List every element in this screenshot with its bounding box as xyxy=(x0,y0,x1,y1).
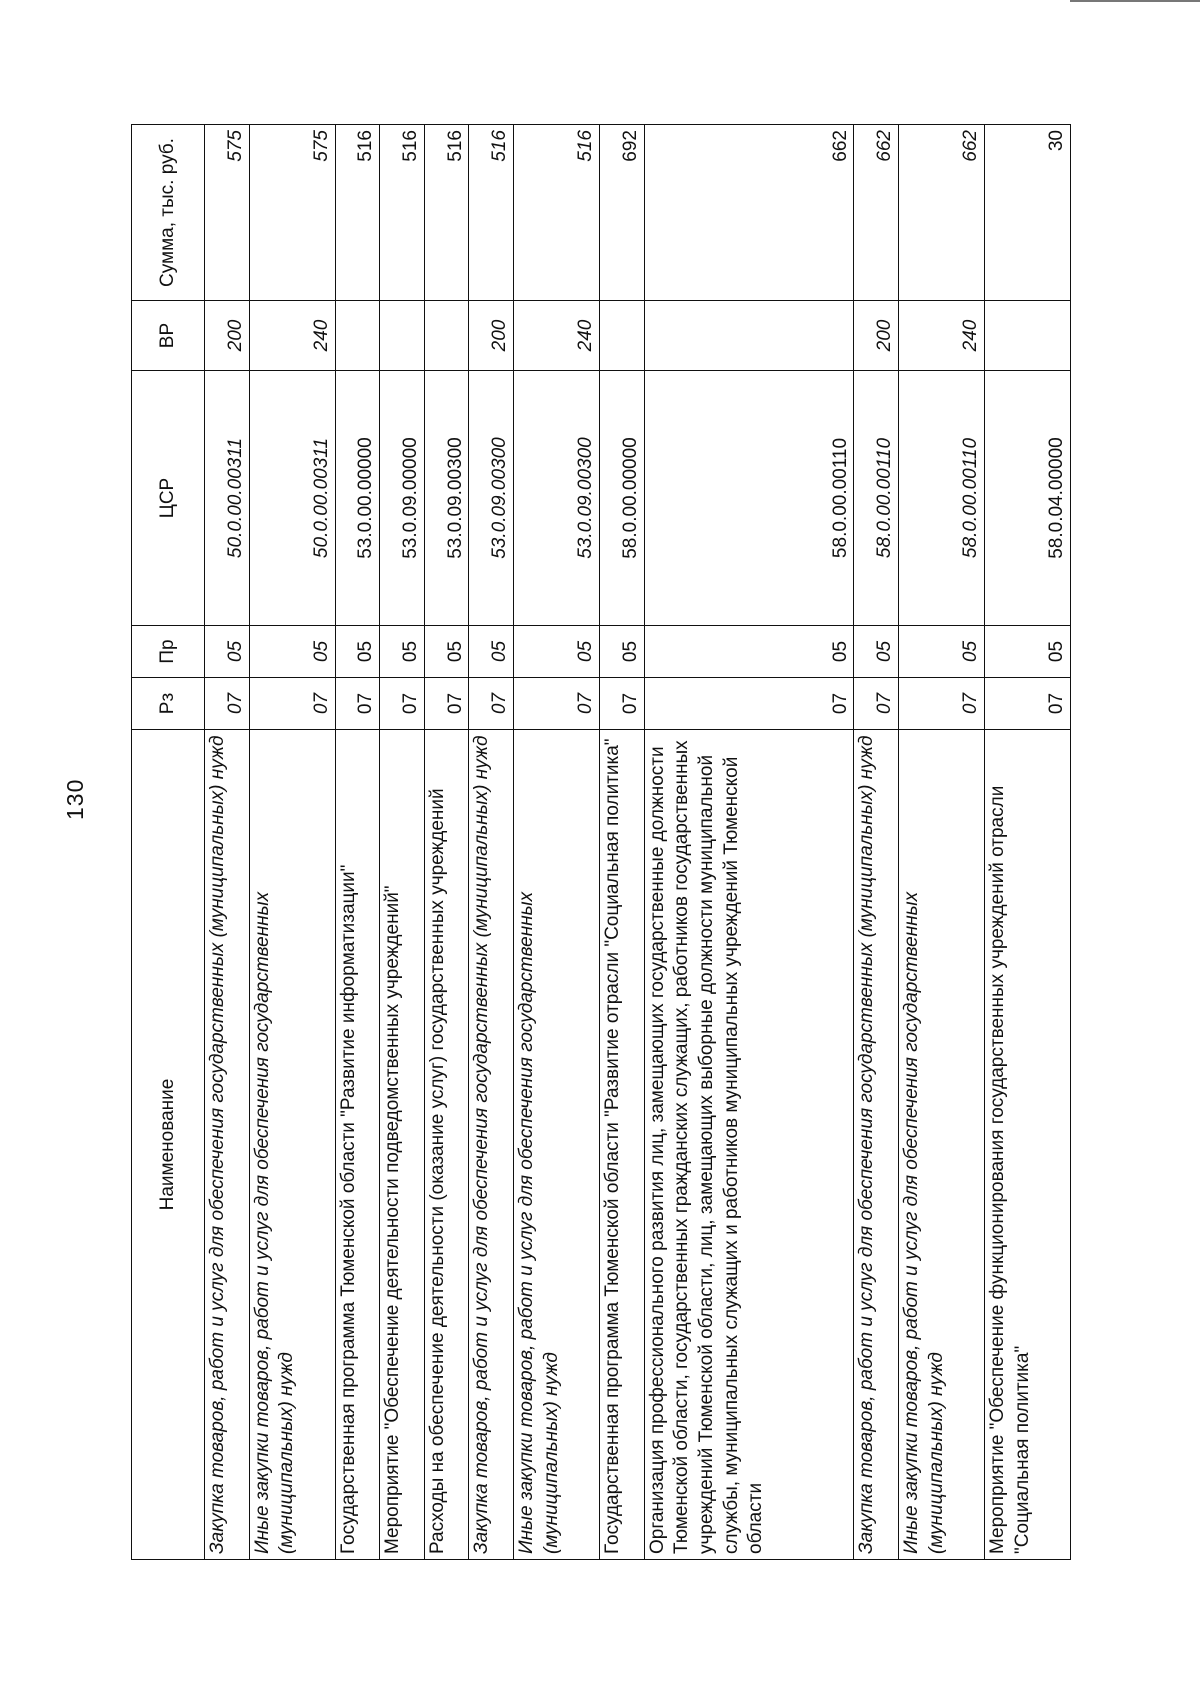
page-number: 130 xyxy=(62,778,88,820)
cell-vr: 200 xyxy=(205,301,250,371)
cell-sum: 516 xyxy=(514,125,600,301)
cell-sum: 662 xyxy=(854,125,899,301)
cell-pr: 05 xyxy=(984,626,1070,678)
cell-pr: 05 xyxy=(854,626,899,678)
cell-vr xyxy=(644,301,854,371)
cell-name: Закупка товаров, работ и услуг для обеспечения государственных (муниципальных) нужд xyxy=(854,730,899,1560)
table-row xyxy=(984,125,1070,1560)
cell-pr: 05 xyxy=(899,626,985,678)
cell-csr: 53.0.09.00300 xyxy=(469,371,514,626)
cell-rz: 07 xyxy=(469,678,514,730)
table-row xyxy=(424,125,469,1560)
cell-sum: 516 xyxy=(469,125,514,301)
cell-rz: 07 xyxy=(424,678,469,730)
header-vr: ВР xyxy=(132,301,205,371)
cell-pr: 05 xyxy=(514,626,600,678)
cell-sum: 575 xyxy=(205,125,250,301)
cell-sum: 30 xyxy=(984,125,1070,301)
cell-vr: 240 xyxy=(514,301,600,371)
header-rz: Рз xyxy=(132,678,205,730)
cell-rz: 07 xyxy=(335,678,380,730)
budget-table xyxy=(131,124,1071,1560)
header-sum: Сумма, тыс. руб. xyxy=(132,125,205,301)
cell-rz: 07 xyxy=(249,678,335,730)
scan-edge-line xyxy=(1070,0,1200,2)
cell-name: Мероприятие "Обеспечение деятельности подведомственных учреждений" xyxy=(380,730,425,1560)
cell-rz: 07 xyxy=(380,678,425,730)
cell-pr: 05 xyxy=(469,626,514,678)
cell-sum: 662 xyxy=(644,125,854,301)
cell-vr: 240 xyxy=(249,301,335,371)
cell-csr: 58.0.00.00110 xyxy=(644,371,854,626)
table-row xyxy=(469,125,514,1560)
cell-csr: 58.0.00.00110 xyxy=(854,371,899,626)
cell-sum: 516 xyxy=(424,125,469,301)
table-row xyxy=(854,125,899,1560)
cell-pr: 05 xyxy=(380,626,425,678)
cell-csr: 58.0.00.00110 xyxy=(899,371,985,626)
cell-rz: 07 xyxy=(854,678,899,730)
cell-sum: 516 xyxy=(335,125,380,301)
cell-csr: 53.0.09.00300 xyxy=(424,371,469,626)
cell-sum: 575 xyxy=(249,125,335,301)
cell-name: Организация профессионального развития лиц, замещающих государственные должности Тюменской области, государственных гражданских служащих, работников государственных учреждений Тюменской области, лиц, замещающих выборные должности муниципальной службы, муниципальных служащих и работников муниципальных учреждений Тюменской области xyxy=(644,730,854,1560)
rotated-table-container xyxy=(131,125,1071,1560)
table-row xyxy=(335,125,380,1560)
table-row xyxy=(644,125,854,1560)
cell-rz: 07 xyxy=(205,678,250,730)
cell-rz: 07 xyxy=(599,678,644,730)
cell-vr: 200 xyxy=(854,301,899,371)
cell-vr xyxy=(424,301,469,371)
table-header-row xyxy=(132,125,205,1560)
cell-name: Закупка товаров, работ и услуг для обеспечения государственных (муниципальных) нужд xyxy=(469,730,514,1560)
cell-sum: 662 xyxy=(899,125,985,301)
cell-vr xyxy=(335,301,380,371)
table-row xyxy=(514,125,600,1560)
cell-csr: 50.0.00.00311 xyxy=(249,371,335,626)
cell-rz: 07 xyxy=(984,678,1070,730)
cell-csr: 53.0.09.00300 xyxy=(514,371,600,626)
cell-pr: 05 xyxy=(205,626,250,678)
cell-pr: 05 xyxy=(424,626,469,678)
cell-vr: 240 xyxy=(899,301,985,371)
cell-pr: 05 xyxy=(599,626,644,678)
cell-name: Иные закупки товаров, работ и услуг для обеспечения государственных (муниципальных) нужд xyxy=(514,730,600,1560)
cell-vr xyxy=(599,301,644,371)
cell-sum: 516 xyxy=(380,125,425,301)
cell-name: Государственная программа Тюменской области "Развитие информатизации" xyxy=(335,730,380,1560)
header-csr: ЦСР xyxy=(132,371,205,626)
cell-name: Закупка товаров, работ и услуг для обеспечения государственных (муниципальных) нужд xyxy=(205,730,250,1560)
cell-csr: 50.0.00.00311 xyxy=(205,371,250,626)
table-row xyxy=(249,125,335,1560)
table-row xyxy=(899,125,985,1560)
cell-csr: 53.0.00.00000 xyxy=(335,371,380,626)
cell-csr: 58.0.04.00000 xyxy=(984,371,1070,626)
cell-name: Расходы на обеспечение деятельности (оказание услуг) государственных учреждений xyxy=(424,730,469,1560)
cell-name: Иные закупки товаров, работ и услуг для обеспечения государственных (муниципальных) нужд xyxy=(899,730,985,1560)
cell-rz: 07 xyxy=(644,678,854,730)
cell-pr: 05 xyxy=(249,626,335,678)
header-pr: Пр xyxy=(132,626,205,678)
table-row xyxy=(205,125,250,1560)
cell-csr: 58.0.00.00000 xyxy=(599,371,644,626)
table-row xyxy=(599,125,644,1560)
cell-csr: 53.0.09.00000 xyxy=(380,371,425,626)
cell-name: Иные закупки товаров, работ и услуг для обеспечения государственных (муниципальных) нужд xyxy=(249,730,335,1560)
cell-vr: 200 xyxy=(469,301,514,371)
cell-pr: 05 xyxy=(335,626,380,678)
cell-rz: 07 xyxy=(514,678,600,730)
table-row xyxy=(380,125,425,1560)
cell-vr xyxy=(380,301,425,371)
cell-name: Мероприятие "Обеспечение функционирования государственных учреждений отрасли "Социальная политика" xyxy=(984,730,1070,1560)
cell-sum: 692 xyxy=(599,125,644,301)
cell-rz: 07 xyxy=(899,678,985,730)
header-name: Наименование xyxy=(132,730,205,1560)
cell-vr xyxy=(984,301,1070,371)
cell-name: Государственная программа Тюменской области "Развитие отрасли "Социальная политика" xyxy=(599,730,644,1560)
cell-pr: 05 xyxy=(644,626,854,678)
